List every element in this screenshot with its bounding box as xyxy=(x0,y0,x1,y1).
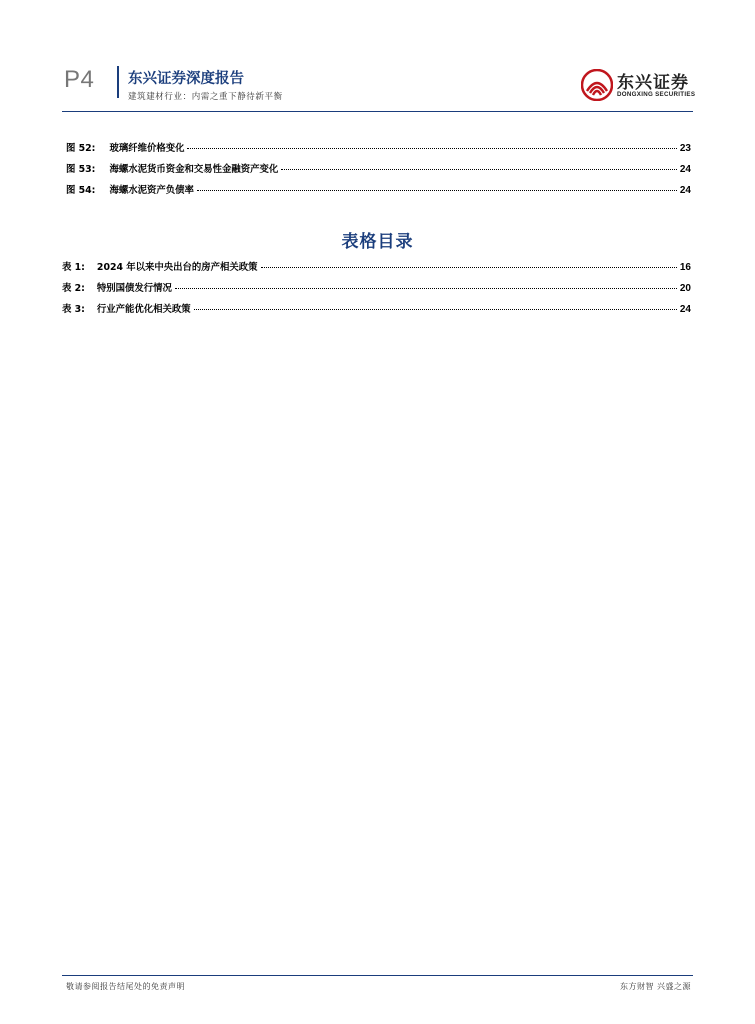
disclaimer-note: 敬请参阅报告结尾处的免责声明 xyxy=(66,982,185,991)
header-divider xyxy=(117,66,119,98)
toc-entry[interactable] xyxy=(66,161,691,182)
table-list xyxy=(62,259,691,322)
toc-title: 海螺水泥资产负债率 xyxy=(109,185,194,196)
toc-entry[interactable] xyxy=(62,301,691,322)
toc-page: 24 xyxy=(679,164,691,175)
toc-title: 特别国债发行情况 xyxy=(96,283,172,294)
toc-label: 图 54: xyxy=(66,185,96,196)
figure-list xyxy=(66,140,691,203)
toc-page: 16 xyxy=(679,262,691,273)
toc-title: 玻璃纤维价格变化 xyxy=(109,143,185,154)
toc-entry[interactable] xyxy=(62,280,691,301)
toc-leader xyxy=(197,190,677,191)
toc-title: 2024 年以来中央出台的房产相关政策 xyxy=(96,262,258,273)
dongxing-logo-icon xyxy=(581,69,613,101)
report-title: 东兴证券深度报告 xyxy=(128,71,244,87)
logo-name-en: DONGXING SECURITIES xyxy=(617,91,696,98)
toc-page: 24 xyxy=(679,185,691,196)
toc-leader xyxy=(187,148,676,149)
toc-leader xyxy=(281,169,677,170)
toc-entry[interactable] xyxy=(62,259,691,280)
toc-title: 海螺水泥货币资金和交易性金融资产变化 xyxy=(109,164,279,175)
logo-name-cn: 东兴证券 xyxy=(617,73,689,93)
toc-entry[interactable] xyxy=(66,140,691,161)
toc-label: 表 1: xyxy=(62,262,85,273)
toc-label: 图 52: xyxy=(66,143,96,154)
toc-label: 图 53: xyxy=(66,164,96,175)
toc-page: 20 xyxy=(679,283,691,294)
toc-entry[interactable] xyxy=(66,182,691,203)
footer-slogan: 东方财智 兴盛之源 xyxy=(619,982,691,991)
company-logo xyxy=(581,67,701,103)
header-rule xyxy=(62,111,693,112)
toc-page: 24 xyxy=(679,304,691,315)
toc-page: 23 xyxy=(679,143,691,154)
table-list-heading: 表格目录 xyxy=(341,232,414,252)
toc-leader xyxy=(261,267,677,268)
toc-leader xyxy=(194,309,677,310)
toc-leader xyxy=(175,288,677,289)
toc-label: 表 3: xyxy=(62,304,85,315)
toc-label: 表 2: xyxy=(62,283,85,294)
footer-rule xyxy=(62,975,693,976)
page-number: P4 xyxy=(64,66,95,93)
toc-title: 行业产能优化相关政策 xyxy=(96,304,191,315)
report-subtitle: 建筑建材行业：内需之重下静待新平衡 xyxy=(128,92,283,102)
